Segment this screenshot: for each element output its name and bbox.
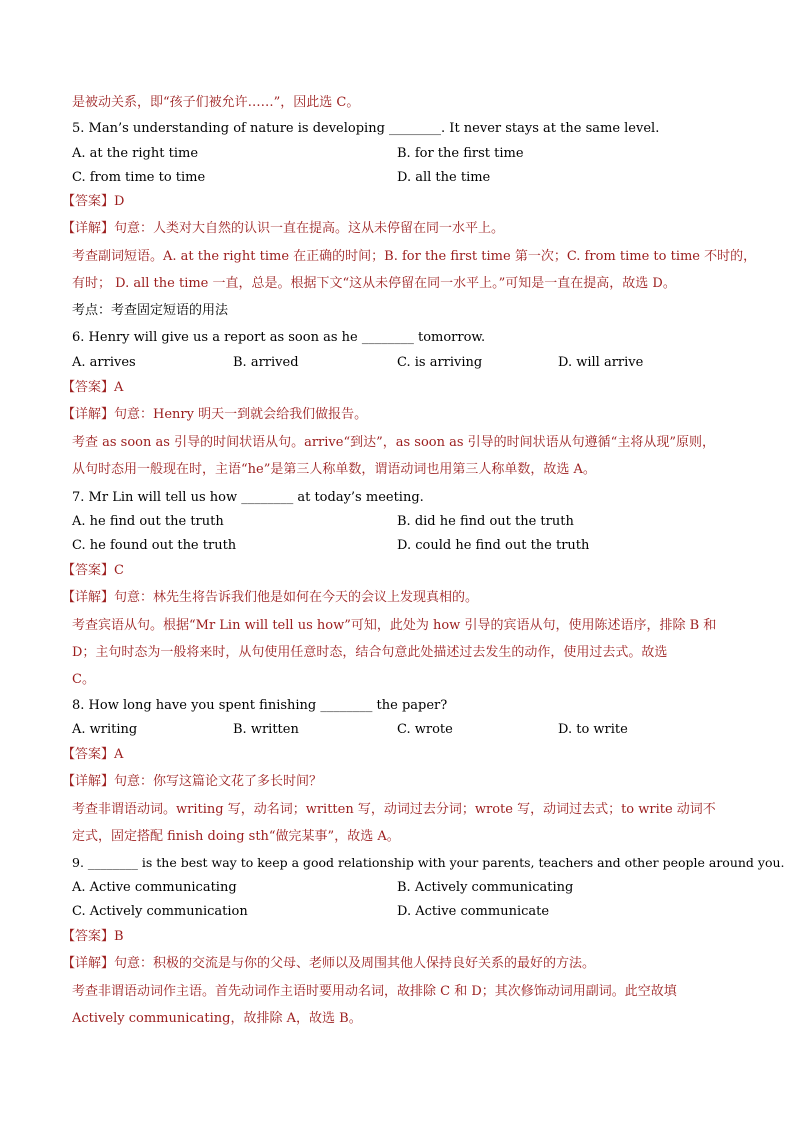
q6-explain-1: 考查 as soon as 引导的时间状语从句。arrive“到达”，as soon as 引导的时间状语从句遵循“主将从现”原则， <box>72 435 715 450</box>
q5-option-b: B. for the first time <box>397 146 524 161</box>
q6-explain-2: 从句时态用一般现在时，主语“he”是第三人称单数，谓语动词也用第三人称单数，故选 A。 <box>72 462 596 477</box>
q7-detail: 【详解】句意：林先生将告诉我们他是如何在今天的会议上发现真相的。 <box>62 590 479 605</box>
q9-option-d: D. Active communicate <box>397 904 550 919</box>
q7-explain-2: D；主句时态为一般将来时，从句使用任意时态，结合句意此处描述过去发生的动作，使用过去式。故选 <box>72 645 668 660</box>
q6-answer: 【答案】A <box>62 380 124 395</box>
q5-explain-3: 考点：考查固定短语的用法 <box>72 303 229 318</box>
question-5-stem: 5. Man’s understanding of nature is developing ________. It never stays at the same level. <box>72 121 660 136</box>
q9-option-c: C. Actively communication <box>72 904 248 919</box>
q8-explain-1: 考查非谓语动词。writing 写，动名词；written 写，动词过去分词；wrote 写，动词过去式；to write 动词不 <box>72 802 716 817</box>
q5-answer: 【答案】D <box>62 194 125 209</box>
q5-detail: 【详解】句意：人类对大自然的认识一直在提高。这从未停留在同一水平上。 <box>62 221 505 236</box>
q7-option-a: A. he find out the truth <box>72 514 224 529</box>
q6-detail: 【详解】句意：Henry 明天一到就会给我们做报告。 <box>62 407 368 422</box>
q5-option-c: C. from time to time <box>72 170 206 185</box>
q7-explain-1: 考查宾语从句。根据“Mr Lin will tell us how”可知，此处为 how 引导的宾语从句，使用陈述语序，排除 B 和 <box>72 618 717 633</box>
q8-option-b: B. written <box>233 722 299 737</box>
q7-explain-3: C。 <box>72 672 95 687</box>
question-7-stem: 7. Mr Lin will tell us how ________ at today’s meeting. <box>72 490 424 505</box>
q6-option-a: A. arrives <box>72 355 136 370</box>
q7-option-b: B. did he find out the truth <box>397 514 574 529</box>
q8-detail: 【详解】句意：你写这篇论文花了多长时间？ <box>62 774 323 789</box>
q7-option-d: D. could he find out the truth <box>397 538 590 553</box>
question-6-stem: 6. Henry will give us a report as soon as he ________ tomorrow. <box>72 330 486 345</box>
question-8-stem: 8. How long have you spent finishing ________ the paper? <box>72 698 448 713</box>
q7-option-c: C. he found out the truth <box>72 538 237 553</box>
q9-option-a: A. Active communicating <box>72 880 237 895</box>
q8-explain-2: 定式，固定搭配 finish doing sth“做完某事”，故选 A。 <box>72 829 400 844</box>
q5-option-a: A. at the right time <box>72 146 199 161</box>
q9-explain-1: 考查非谓语动词作主语。首先动词作主语时要用动名词，故排除 C 和 D；其次修饰动词用副词。此空故填 <box>72 984 677 999</box>
continuation-text: 是被动关系，即“孩子们被允许……”，因此选 C。 <box>72 95 360 110</box>
q9-option-b: B. Actively communicating <box>397 880 574 895</box>
q9-explain-2: Actively communicating，故排除 A，故选 B。 <box>72 1011 362 1026</box>
q6-option-b: B. arrived <box>233 355 299 370</box>
q5-option-d: D. all the time <box>397 170 491 185</box>
q8-option-c: C. wrote <box>397 722 453 737</box>
question-9-stem: 9. ________ is the best way to keep a good relationship with your parents, teachers and other people around you. <box>72 855 785 870</box>
q5-explain-2: 有时； D. all the time 一直，总是。根据下文“这从未停留在同一水平上。”可知是一直在提高，故选 D。 <box>72 276 676 291</box>
q6-option-c: C. is arriving <box>397 355 483 370</box>
q8-option-d: D. to write <box>558 722 628 737</box>
q6-option-d: D. will arrive <box>558 355 644 370</box>
q5-explain-1: 考查副词短语。A. at the right time 在正确的时间；B. for the first time 第一次；C. from time to time 不时的， <box>72 249 757 264</box>
q9-detail: 【详解】句意：积极的交流是与你的父母、老师以及周围其他人保持良好关系的最好的方法。 <box>62 956 596 971</box>
q8-answer: 【答案】A <box>62 747 124 762</box>
q7-answer: 【答案】C <box>62 563 124 578</box>
q8-option-a: A. writing <box>72 722 138 737</box>
q9-answer: 【答案】B <box>62 929 124 944</box>
